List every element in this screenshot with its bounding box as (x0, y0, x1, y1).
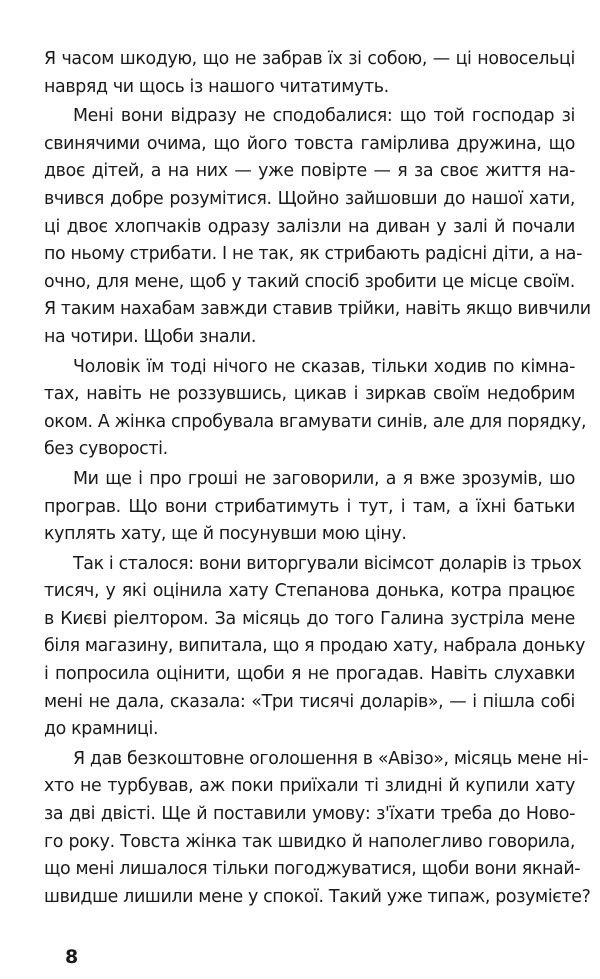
text-line: Мені вони відразу не сподобалися: що той господар зі (73, 106, 575, 127)
text-line: очно, для мене, щоб у такий спосіб зробити це місце своїм. (44, 271, 575, 292)
paragraph (44, 551, 586, 744)
text-line: хто не турбував, аж поки приїхали ті злидні й купили хату (44, 776, 575, 797)
paragraph (44, 46, 575, 101)
text-line: біля магазину, випитала, що я продаю хату, набрала доньку (44, 636, 586, 657)
text-line: по ньому стрибати. І не так, як стрибають радісні діти, а на- (44, 244, 583, 265)
text-line: Так і сталося: вони виторгували вісімсот доларів із трьох (73, 553, 582, 574)
text-line: тах, навіть не роззувшись, цикав і зиркав своїм недобрим (44, 384, 575, 405)
text-line: вчився добре розумітися. Щойно зайшовши до нашої хати, (44, 188, 575, 209)
text-line: програв. Що вони стрибатимуть і тут, і там, а їхні батьки (44, 496, 575, 517)
text-line: швидше лишили мене у спокої. Такий уже типаж, розумієте? (44, 886, 591, 907)
text-line: тисяч, у які оцінила хату Степанова донька, котра працює (44, 581, 575, 602)
text-line: Чоловік їм тоді нічого не сказав, тільки ходив по кімна- (73, 356, 575, 377)
text-line: го року. Товста жінка так швидко й наполегливо говорила, (44, 831, 575, 852)
text-line: Я таким нахабам завжди ставив трійки, навіть якщо вивчили (44, 299, 591, 320)
body-text (44, 46, 591, 913)
paragraph (44, 746, 591, 912)
paragraph (44, 466, 575, 549)
paragraph (44, 354, 587, 464)
text-line: куплять хату, ще й посунувши мою ціну. (44, 524, 407, 545)
text-line: що мені лишалося тільки погоджуватися, щоби вони якнай- (44, 859, 581, 880)
text-line: двоє дітей, а на них — уже повірте — я за своє життя на- (44, 161, 575, 182)
text-line: за дві двісті. Ще й поставили умову: з'їхати треба до Ново- (44, 804, 575, 825)
text-line: навряд чи щось із нашого читатимуть. (44, 76, 389, 97)
text-line: в Києві ріелтором. За місяць до того Галина зустріла мене (44, 608, 575, 629)
text-line: оком. А жінка спробувала вгамувати синів, але для порядку, (44, 411, 587, 432)
text-line: Ми ще і про гроші не заговорили, а я вже зрозумів, шо (73, 468, 575, 489)
text-line: на чотири. Щоби знали. (44, 326, 257, 347)
text-line: без суворості. (44, 439, 168, 460)
paragraph (44, 103, 591, 351)
text-line: і попросила оцінити, щоби я не прогадав. Навіть слухавки (44, 664, 575, 685)
text-line: свинячими очима, що його товста гамірлива дружина, що (44, 133, 575, 154)
text-line: Я дав безкоштовне оголошення в «Авізо», місяць мене ні- (73, 748, 589, 769)
text-line: Я часом шкодую, що не забрав їх зі собою, — ці новосельці (44, 49, 575, 69)
text-line: до крамниці. (44, 719, 159, 740)
page-number: 8 (65, 946, 79, 968)
text-line: мені не дала, сказала: «Три тисячі доларів», — і пішла собі (44, 691, 575, 712)
text-line: ці двоє хлопчаків одразу залізли на диван у залі й почали (44, 216, 575, 237)
